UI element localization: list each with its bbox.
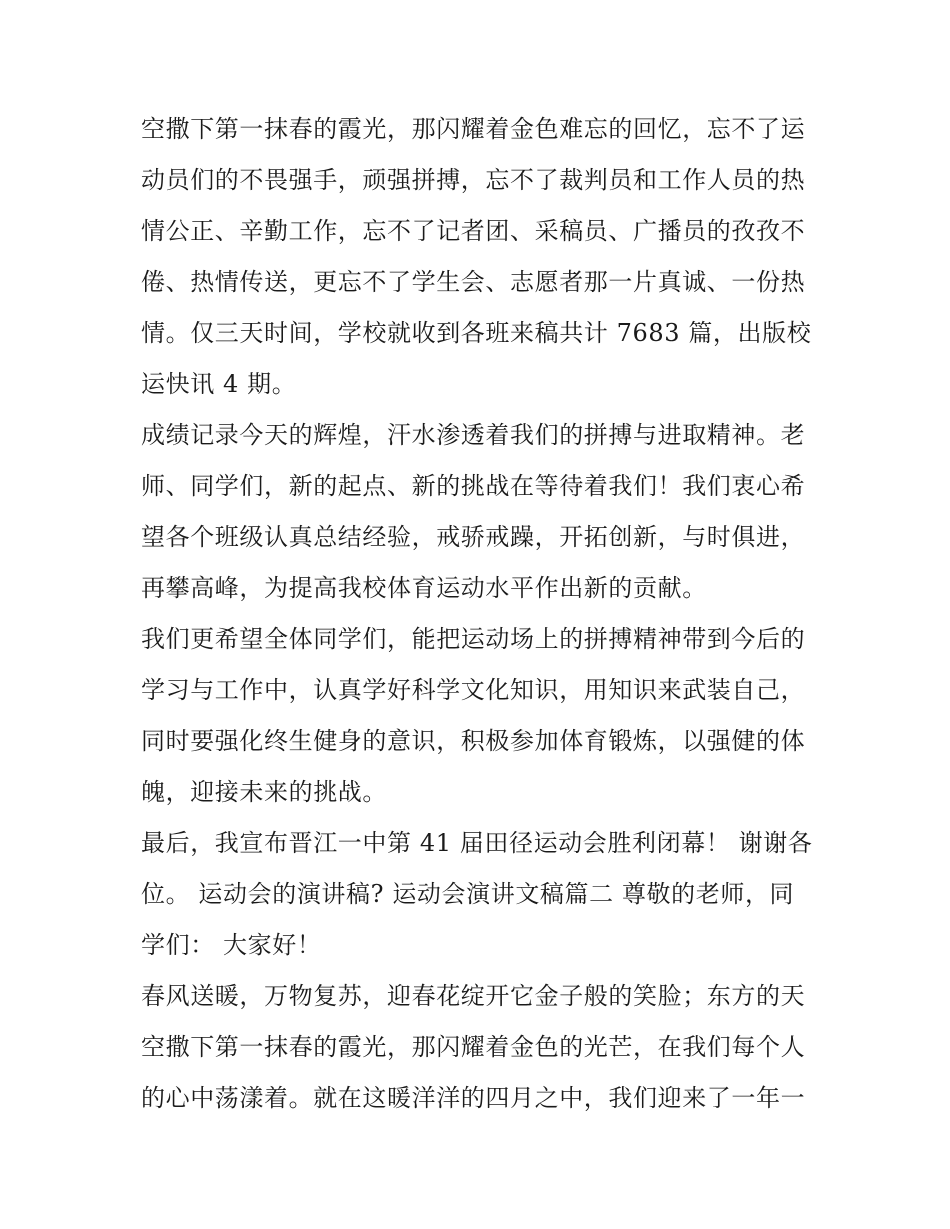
text-line: 再攀高峰，为提高我校体育运动水平作出新的贡献。 <box>141 574 707 602</box>
text-line: 情。仅三天时间，学校就收到各班来稿共计 7683 篇，出版校 <box>141 319 812 347</box>
paragraph <box>141 410 821 614</box>
text-line: 情公正、辛勤工作，忘不了记者团、采稿员、广播员的孜孜不 <box>141 217 806 245</box>
text-line: 望各个班级认真总结经验，戒骄戒躁，开拓创新，与时俱进， <box>141 523 806 551</box>
text-line: 位。 运动会的演讲稿? 运动会演讲文稿篇二 尊敬的老师，同 <box>141 880 795 908</box>
text-line: 倦、热情传送，更忘不了学生会、志愿者那一片真诚、一份热 <box>141 268 806 296</box>
text-line: 空撒下第一抹春的霞光，那闪耀着金色难忘的回忆，忘不了运 <box>141 115 806 143</box>
text-line: 学习与工作中，认真学好科学文化知识，用知识来武装自己， <box>141 676 806 704</box>
text-line: 师、同学们，新的起点、新的挑战在等待着我们！我们衷心希 <box>141 472 806 500</box>
paragraph <box>141 971 821 1124</box>
text-line: 最后，我宣布晋江一中第 41 届田径运动会胜利闭幕！ 谢谢各 <box>141 829 813 857</box>
text-line: 春风送暖，万物复苏，迎春花绽开它金子般的笑脸；东方的天 <box>141 982 806 1010</box>
text-line: 同时要强化终生健身的意识，积极参加体育锻炼，以强健的体 <box>141 727 806 755</box>
text-line: 运快讯 4 期。 <box>141 370 297 398</box>
paragraph <box>141 818 821 971</box>
text-line: 学们： 大家好！ <box>141 931 322 959</box>
text-line: 成绩记录今天的辉煌，汗水渗透着我们的拼搏与进取精神。老 <box>141 421 806 449</box>
document-body <box>141 104 821 1124</box>
text-line: 空撒下第一抹春的霞光，那闪耀着金色的光芒，在我们每个人 <box>141 1033 806 1061</box>
text-line: 魄，迎接未来的挑战。 <box>141 778 387 806</box>
text-line: 动员们的不畏强手，顽强拼搏，忘不了裁判员和工作人员的热 <box>141 166 806 194</box>
text-line: 我们更希望全体同学们，能把运动场上的拼搏精神带到今后的 <box>141 625 806 653</box>
text-line: 的心中荡漾着。就在这暖洋洋的四月之中，我们迎来了一年一 <box>141 1084 806 1112</box>
paragraph <box>141 104 821 410</box>
paragraph <box>141 614 821 818</box>
